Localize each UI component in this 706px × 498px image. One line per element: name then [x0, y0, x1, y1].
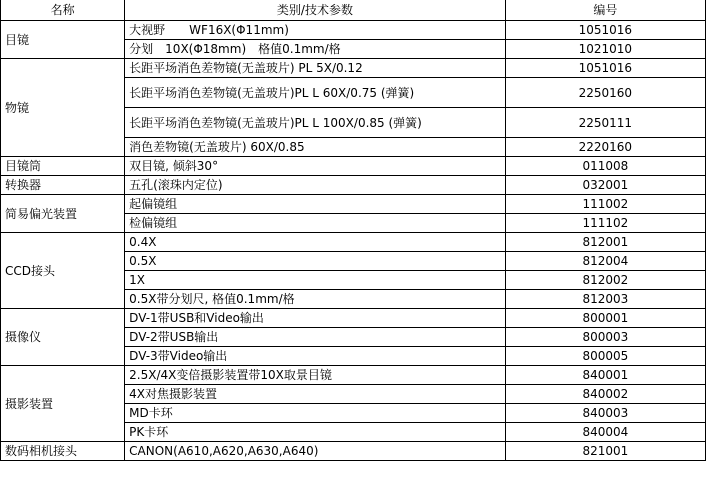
row-parameter: 五孔(滚珠内定位)	[125, 176, 506, 195]
row-code: 2250160	[505, 78, 705, 108]
row-code: 812003	[505, 290, 705, 309]
row-category-name: 转换器	[1, 176, 125, 195]
row-code: 032001	[505, 176, 705, 195]
row-code: 2250111	[505, 108, 705, 138]
row-code: 840002	[505, 385, 705, 404]
row-code: 1051016	[505, 59, 705, 78]
column-header-param: 类别/技术参数	[125, 0, 506, 21]
table-row	[1, 157, 706, 176]
row-code: 1051016	[505, 21, 705, 40]
table-row	[1, 233, 706, 252]
table-header	[1, 0, 706, 21]
row-code: 840003	[505, 404, 705, 423]
table-row	[1, 366, 706, 385]
table-row	[1, 59, 706, 78]
row-code: 011008	[505, 157, 705, 176]
row-parameter: 起偏镜组	[125, 195, 506, 214]
row-category-name: 目镜	[1, 21, 125, 59]
row-parameter: 1X	[125, 271, 506, 290]
row-parameter: DV-3带Video输出	[125, 347, 506, 366]
row-category-name: 目镜筒	[1, 157, 125, 176]
row-parameter: 双目镜, 倾斜30°	[125, 157, 506, 176]
row-parameter: 分划 10X(Φ18mm) 格值0.1mm/格	[125, 40, 506, 59]
row-parameter: 0.4X	[125, 233, 506, 252]
row-parameter: 2.5X/4X变倍摄影装置带10X取景目镜	[125, 366, 506, 385]
row-parameter: 长距平场消色差物镜(无盖玻片)PL L 100X/0.85 (弹簧)	[125, 108, 506, 138]
row-code: 812001	[505, 233, 705, 252]
row-code: 840004	[505, 423, 705, 442]
row-code: 800003	[505, 328, 705, 347]
row-parameter: 长距平场消色差物镜(无盖玻片)PL L 60X/0.75 (弹簧)	[125, 78, 506, 108]
row-code: 800005	[505, 347, 705, 366]
row-parameter: 长距平场消色差物镜(无盖玻片) PL 5X/0.12	[125, 59, 506, 78]
row-parameter: 检偏镜组	[125, 214, 506, 233]
row-code: 812002	[505, 271, 705, 290]
row-parameter: MD卡环	[125, 404, 506, 423]
row-code: 111002	[505, 195, 705, 214]
row-code: 821001	[505, 442, 705, 461]
row-category-name: 摄影装置	[1, 366, 125, 442]
column-header-code: 编号	[505, 0, 705, 21]
row-code: 840001	[505, 366, 705, 385]
row-category-name: CCD接头	[1, 233, 125, 309]
table-row	[1, 21, 706, 40]
row-parameter: DV-1带USB和Video输出	[125, 309, 506, 328]
row-category-name: 物镜	[1, 59, 125, 157]
row-parameter: PK卡环	[125, 423, 506, 442]
row-code: 2220160	[505, 138, 705, 157]
table-header-row	[1, 0, 706, 21]
row-category-name: 数码相机接头	[1, 442, 125, 461]
row-code: 1021010	[505, 40, 705, 59]
row-code: 812004	[505, 252, 705, 271]
table-row	[1, 195, 706, 214]
table-row	[1, 176, 706, 195]
row-parameter: 0.5X带分划尺, 格值0.1mm/格	[125, 290, 506, 309]
row-parameter: 0.5X	[125, 252, 506, 271]
column-header-name: 名称	[1, 0, 125, 21]
row-category-name: 摄像仪	[1, 309, 125, 366]
row-parameter: 4X对焦摄影装置	[125, 385, 506, 404]
table-row	[1, 309, 706, 328]
row-code: 111102	[505, 214, 705, 233]
table-body	[1, 21, 706, 461]
row-parameter: 大视野 WF16X(Φ11mm)	[125, 21, 506, 40]
row-parameter: 消色差物镜(无盖玻片) 60X/0.85	[125, 138, 506, 157]
table-row	[1, 442, 706, 461]
row-category-name: 简易偏光装置	[1, 195, 125, 233]
row-parameter: CANON(A610,A620,A630,A640)	[125, 442, 506, 461]
row-code: 800001	[505, 309, 705, 328]
row-parameter: DV-2带USB输出	[125, 328, 506, 347]
